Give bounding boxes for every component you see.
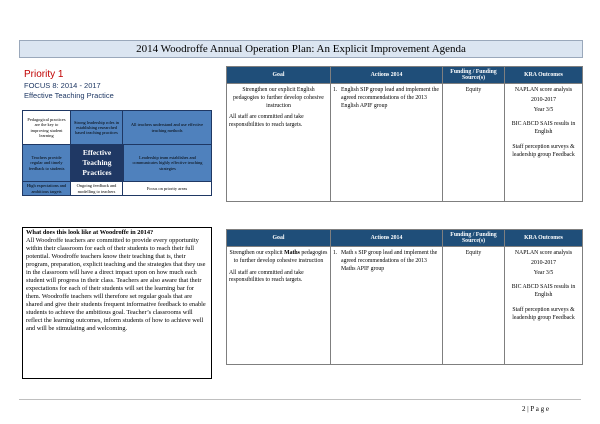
kra-item: BIC ABCD SAIS results in English bbox=[511, 121, 576, 136]
funding-header: Funding / Funding Source(s) bbox=[443, 67, 505, 84]
goal-header: Goal bbox=[227, 230, 331, 247]
goal-header: Goal bbox=[227, 67, 331, 84]
funding-header: Funding / Funding Source(s) bbox=[443, 230, 505, 247]
what-it-looks-like-box bbox=[22, 227, 212, 379]
diagram-box: High expectations and ambitious targets bbox=[23, 181, 71, 195]
focus-label: FOCUS 8: 2014 - 2017 bbox=[24, 81, 101, 90]
kra-item: NAPLAN score analysis bbox=[514, 250, 573, 256]
diagram-box: Pedagogical practices are the key to improving student learning bbox=[23, 111, 71, 145]
diagram-box: Ongoing feedback and modelling to teachers bbox=[71, 181, 123, 195]
diagram-box: Teachers provide regular and timely feedback to students bbox=[23, 145, 71, 181]
goal-secondary: All staff are committed and take responsibilities to reach targets. bbox=[229, 269, 304, 284]
diagram-box: Leadership team establishes and communicates highly effective teaching strategies bbox=[123, 145, 211, 181]
goal-secondary: All staff are committed and take responsibilities to reach targets. bbox=[229, 114, 304, 129]
page-number: 2 | P a g e bbox=[522, 405, 549, 413]
kra-header: KRA Outcomes bbox=[505, 230, 583, 247]
what-it-looks-like-body: All Woodroffe teachers are committed to provide every opportunity within their classroom for each of their students to reach their full potential. Woodroffe teachers know their teaching that is, their program, preparation, explicit teaching and the strategies that they use in the classroom will have a direct impact upon on how much each student will progress in their class. Teachers are also aware that their expectations for each of their students will set the learning bar for them. Woodroffe teachers will therefore set regular goals that are shared and give their students frequent informative feedback to enable students to achieve the ambitious goal. Teacher’s classrooms will reflect the learning outcomes, inform students of how to achieve well and will be stimulating and welcoming. bbox=[26, 237, 206, 332]
diagram-box: Focus on priority areas bbox=[123, 181, 211, 195]
goal-primary: Strengthen our explicit English pedagogies to further develop cohesive instruction bbox=[233, 87, 324, 109]
maths-plan-table bbox=[226, 229, 583, 365]
actions-header: Actions 2014 bbox=[331, 67, 443, 84]
funding-cell: Equity bbox=[443, 84, 505, 202]
kra-item: Year 3/5 bbox=[533, 106, 554, 113]
diagram-box: Strong leadership roles in establishing researched based teaching practices bbox=[71, 111, 123, 145]
kra-item: NAPLAN score analysis bbox=[514, 87, 573, 93]
kra-item: BIC ABCD SAIS results in English bbox=[511, 284, 576, 299]
kra-item: 2010-2017 bbox=[530, 96, 557, 103]
footer-rule bbox=[19, 399, 581, 400]
english-plan-table bbox=[226, 66, 583, 202]
goal-primary: Strengthen our explicit Maths pedagogies to further develop cohesive instruction bbox=[229, 250, 328, 264]
action-number: 1. bbox=[333, 87, 338, 93]
action-text: Math s SIP group lead and implement the agreed recommendations of the 2013 Maths APIF group bbox=[341, 250, 438, 272]
document-title: 2014 Woodroffe Annual Operation Plan: An Explicit Improvement Agenda bbox=[19, 40, 583, 58]
kra-header: KRA Outcomes bbox=[505, 67, 583, 84]
kra-item: 2010-2017 bbox=[530, 259, 557, 266]
actions-header: Actions 2014 bbox=[331, 230, 443, 247]
diagram-center: Effective Teaching Practices bbox=[71, 145, 123, 181]
kra-item: Year 3/5 bbox=[533, 269, 554, 276]
focus-subtitle: Effective Teaching Practice bbox=[24, 91, 114, 100]
what-it-looks-like-heading: What does this look like at Woodroffe in 2014? bbox=[26, 229, 154, 236]
action-number: 1. bbox=[333, 250, 338, 256]
kra-item: Staff perception surveys & leadership group Feedback bbox=[512, 144, 575, 158]
diagram-box: All teachers understand and use effective teaching methods bbox=[123, 111, 211, 145]
effective-teaching-diagram bbox=[22, 110, 212, 196]
priority-heading: Priority 1 bbox=[24, 69, 64, 80]
action-text: English SIP group lead and implement the agreed recommendations of the 2013 English APIF group bbox=[341, 87, 439, 109]
kra-item: Staff perception surveys & leadership group Feedback bbox=[512, 307, 575, 321]
funding-cell: Equity bbox=[443, 247, 505, 365]
